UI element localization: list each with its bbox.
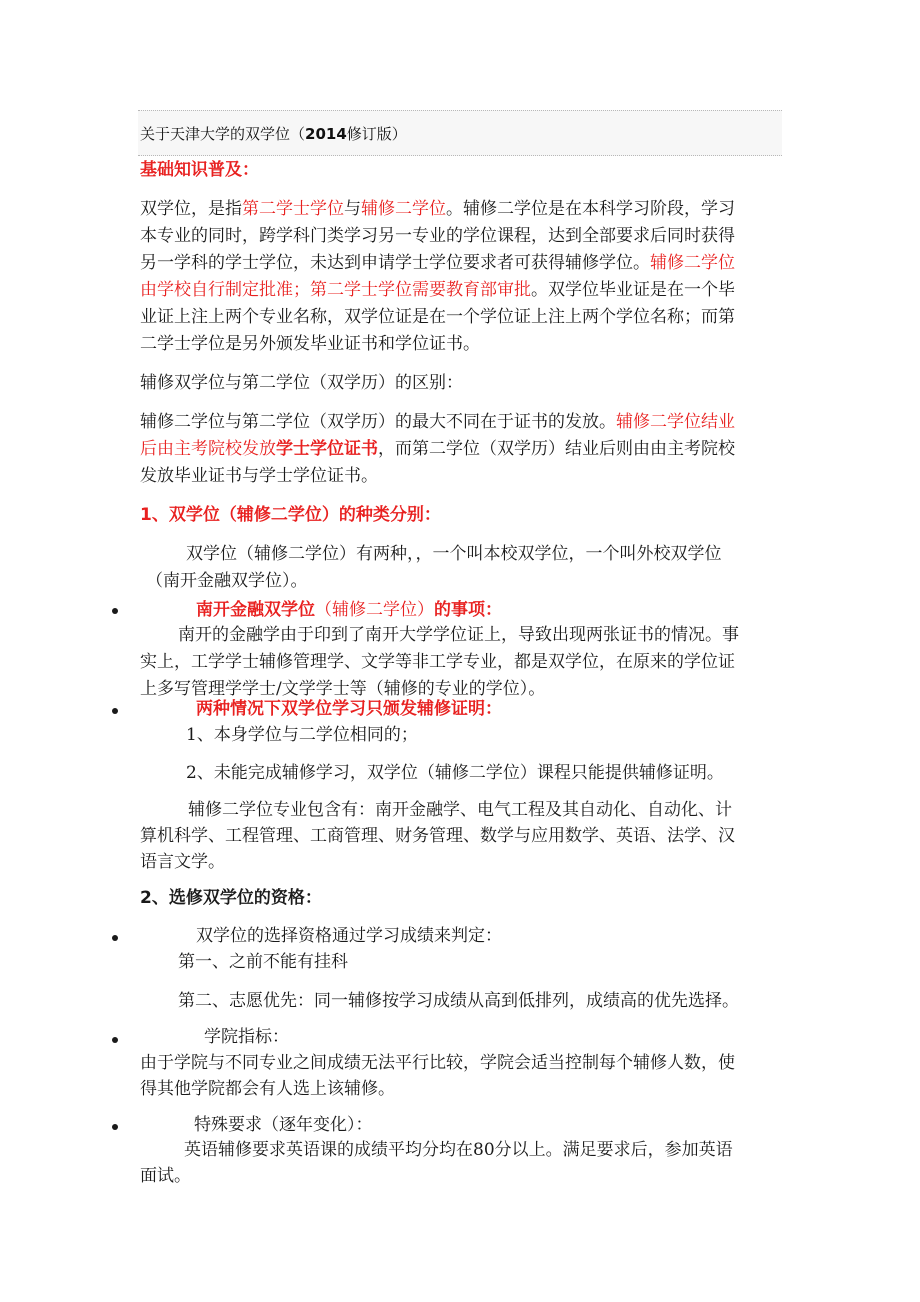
special-line-2: 面试。 [140, 1166, 191, 1186]
intro-red-term: 辅修二学位 [361, 199, 446, 219]
nankai-line-2: 实上，工学学士辅修管理学、文学等非工学专业，都是双学位，在原来的学位证 [140, 652, 735, 672]
diff-line-2 [140, 436, 735, 463]
basics-heading: 基础知识普及： [140, 160, 259, 180]
intro-line-3 [140, 250, 735, 277]
title-year: 2014 [305, 125, 347, 143]
diff-text: ，而第二学位（双学历）结业后则由由主考院校 [378, 439, 735, 459]
nankai-heading [196, 597, 502, 624]
intro-line-5: 业证上注上两个专业名称，双学位证是在一个学位证上注上两个学位名称；而第 [140, 307, 735, 327]
section-2-heading: 2、选修双学位的资格： [140, 888, 322, 908]
college-quota-heading: 学院指标： [204, 1027, 289, 1047]
intro-red-term: 由学校自行制定批准；第二学士学位需要教育部审批 [140, 280, 531, 300]
nankai-heading-b: （辅修二学位） [315, 600, 434, 620]
bullet-dot [112, 1124, 118, 1130]
two-cases-heading: 两种情况下双学位学习只颁发辅修证明： [196, 699, 502, 719]
intro-text: 。辅修二学位是在本科学习阶段，学习 [446, 199, 735, 219]
diff-heading: 辅修双学位与第二学位（双学历）的区别： [140, 373, 463, 393]
bullet-dot [112, 1037, 118, 1043]
nankai-line-3: 上多写管理学学士/文学学士等（辅修的专业的学位）。 [140, 679, 546, 699]
intro-line-2: 本专业的同时，跨学科门类学习另一专业的学位课程，达到全部要求后同时获得 [140, 226, 735, 246]
section-1-heading: 1、双学位（辅修二学位）的种类分别： [140, 505, 441, 525]
diff-red-term: 辅修二学位结业 [616, 412, 735, 432]
intro-line-1 [140, 196, 735, 223]
qualification-first: 第一、之前不能有挂科 [178, 952, 348, 972]
document-title [140, 123, 407, 144]
special-heading: 特殊要求（逐年变化）： [194, 1115, 373, 1135]
diff-red-bold-term: 学士学位证书 [276, 439, 378, 459]
intro-text: 与 [344, 199, 361, 219]
diff-text: 辅修二学位与第二学位（双学历）的最大不同在于证书的发放。 [140, 412, 616, 432]
diff-line-3: 发放毕业证书与学士学位证书。 [140, 466, 378, 486]
college-quota-line-2: 得其他学院都会有人选上该辅修。 [140, 1079, 395, 1099]
college-quota-line-1: 由于学院与不同专业之间成绩无法平行比较，学院会适当控制每个辅修人数，使 [140, 1053, 735, 1073]
intro-text: 。双学位毕业证是在一个毕 [531, 280, 735, 300]
intro-text: 双学位，是指 [140, 199, 242, 219]
intro-red-term: 第二学士学位 [242, 199, 344, 219]
nankai-heading-c: 的事项： [434, 600, 502, 620]
title-prefix: 关于天津大学的双学位（ [140, 125, 306, 143]
nankai-heading-a: 南开金融双学位 [196, 600, 315, 620]
diff-red-term: 后由主考院校发放 [140, 439, 276, 459]
majors-line-3: 语言文学。 [140, 852, 225, 872]
section-1-line-2: （南开金融双学位）。 [146, 571, 308, 591]
case-2: 2、未能完成辅修学习，双学位（辅修二学位）课程只能提供辅修证明。 [186, 763, 724, 783]
special-line-1: 英语辅修要求英语课的成绩平均分均在80分以上。满足要求后，参加英语 [184, 1140, 733, 1160]
bullet-dot [112, 708, 118, 714]
bullet-dot [112, 608, 118, 614]
case-1: 1、本身学位与二学位相同的； [186, 725, 418, 745]
diff-line-1 [140, 409, 735, 436]
qualification-second: 第二、志愿优先：同一辅修按学习成绩从高到低排列，成绩高的优先选择。 [178, 991, 739, 1011]
majors-line-2: 算机科学、工程管理、工商管理、财务管理、数学与应用数学、英语、法学、汉 [140, 826, 735, 846]
nankai-line-1: 南开的金融学由于印到了南开大学学位证上，导致出现两张证书的情况。事 [178, 625, 739, 645]
bullet-dot [112, 935, 118, 941]
title-suffix: 修订版） [346, 125, 407, 143]
intro-text: 另一学科的学士学位，未达到申请学士学位要求者可获得辅修学位。 [140, 253, 650, 273]
intro-red-term: 辅修二学位 [650, 253, 735, 273]
intro-line-4 [140, 277, 735, 304]
majors-line-1: 辅修二学位专业包含有：南开金融学、电气工程及其自动化、自动化、计 [188, 800, 732, 820]
section-1-line-1: 双学位（辅修二学位）有两种，，一个叫本校双学位，一个叫外校双学位 [186, 544, 722, 564]
title-bar [138, 110, 782, 156]
intro-line-6: 二学士学位是另外颁发毕业证书和学位证书。 [140, 334, 480, 354]
qualification-line: 双学位的选择资格通过学习成绩来判定： [196, 926, 502, 946]
